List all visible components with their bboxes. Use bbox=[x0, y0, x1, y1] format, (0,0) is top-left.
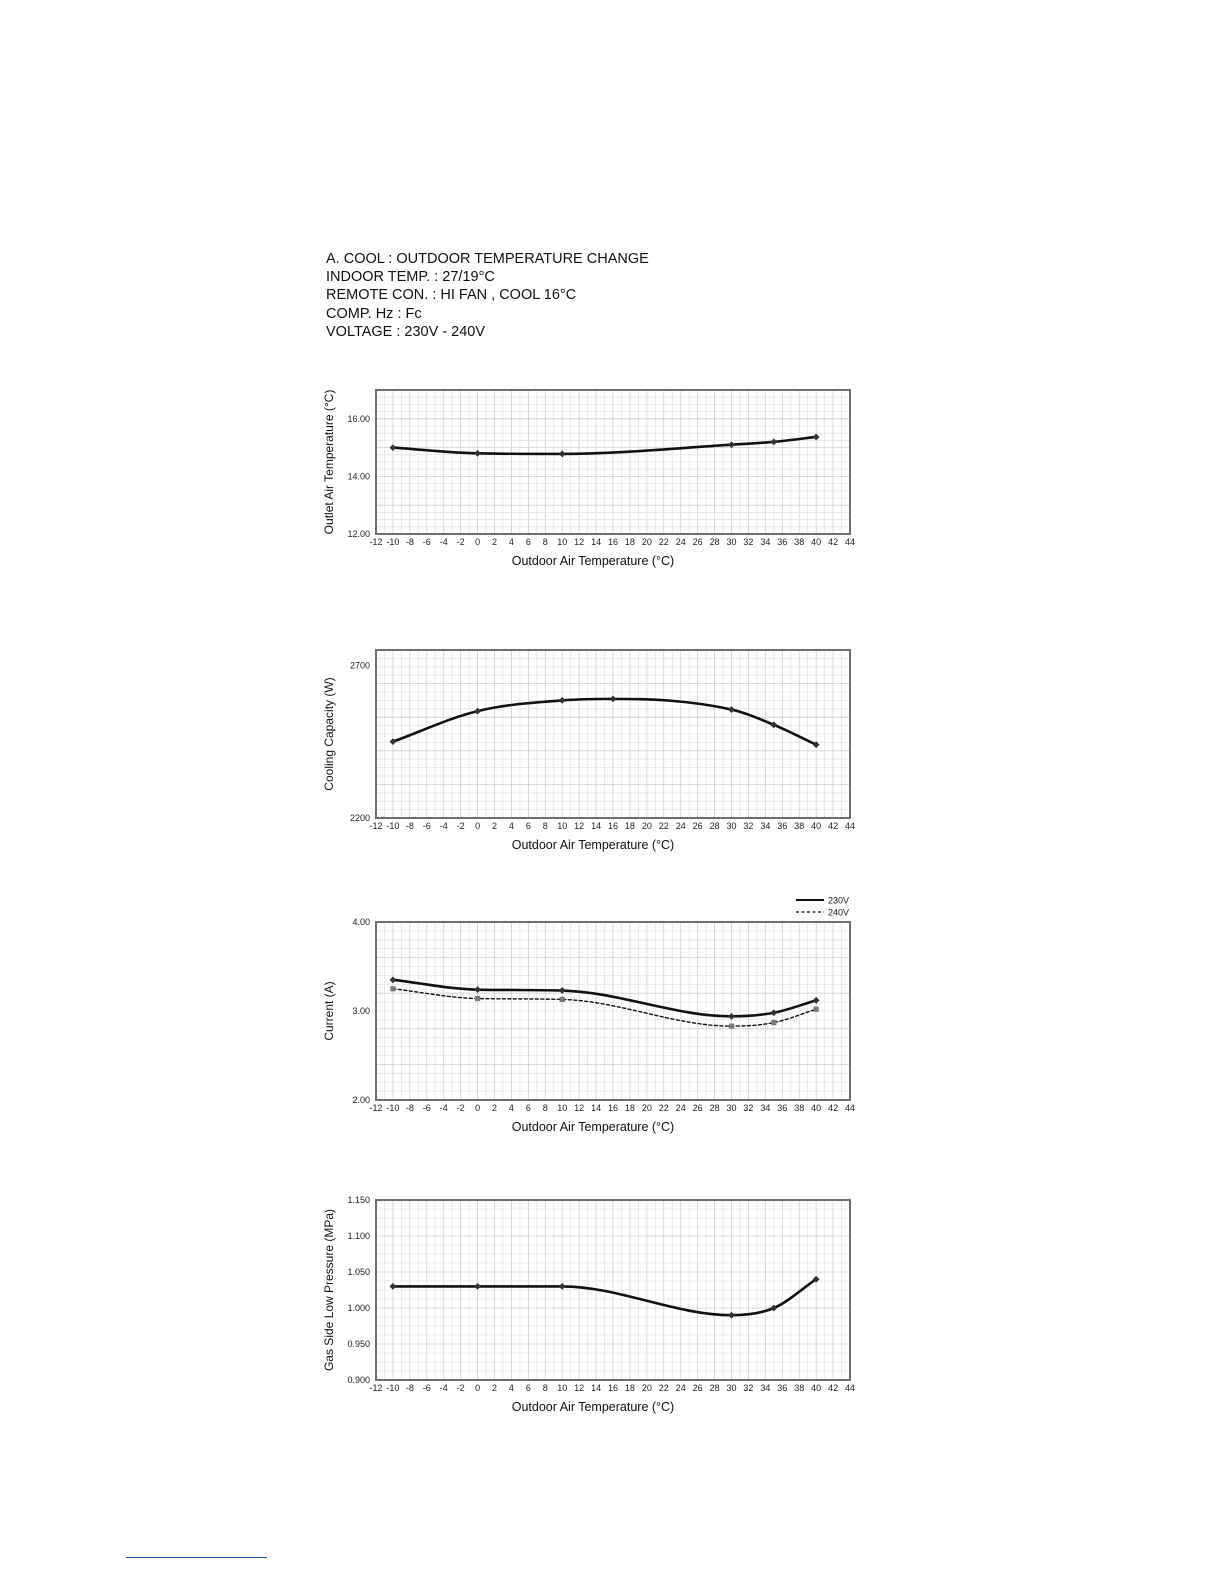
x-tick-label: -12 bbox=[369, 821, 383, 831]
x-tick-label: -2 bbox=[456, 1383, 465, 1393]
x-axis-label: Outdoor Air Temperature (°C) bbox=[511, 1120, 675, 1134]
x-tick-label: 38 bbox=[794, 1383, 805, 1393]
x-tick-label: 2 bbox=[491, 537, 498, 547]
data-point-diamond bbox=[559, 697, 566, 704]
x-tick-label: -2 bbox=[456, 537, 465, 547]
data-point-diamond bbox=[728, 441, 735, 448]
x-tick-label: 6 bbox=[525, 1103, 531, 1113]
y-tick-label: 0.900 bbox=[347, 1375, 370, 1385]
y-tick-label: 12.00 bbox=[347, 529, 370, 539]
x-tick-label: 20 bbox=[641, 1383, 652, 1393]
y-axis-label: Gas Side Low Pressure (MPa) bbox=[322, 1208, 336, 1372]
x-tick-label: 0 bbox=[475, 1103, 481, 1113]
x-tick-label: -2 bbox=[456, 821, 465, 831]
data-point-square bbox=[729, 1024, 734, 1029]
x-tick-label: 14 bbox=[591, 537, 602, 547]
x-tick-label: 30 bbox=[726, 1383, 737, 1393]
y-tick-label: 1.100 bbox=[347, 1231, 370, 1241]
x-tick-label: 36 bbox=[777, 821, 788, 831]
x-tick-label: 18 bbox=[624, 821, 635, 831]
x-axis-label: Outdoor Air Temperature (°C) bbox=[511, 554, 675, 568]
x-tick-label: 20 bbox=[641, 1103, 652, 1113]
chart-cooling-capacity-svg bbox=[318, 640, 878, 865]
x-tick-label: -6 bbox=[422, 1103, 431, 1113]
x-tick-label: 22 bbox=[658, 821, 669, 831]
x-tick-label: 18 bbox=[624, 537, 635, 547]
chart-gas-side-low-pressure bbox=[318, 1195, 878, 1420]
grid bbox=[376, 390, 850, 534]
x-tick-label: 8 bbox=[542, 537, 548, 547]
x-tick-label: -10 bbox=[386, 1383, 400, 1393]
x-tick-label: -8 bbox=[405, 537, 414, 547]
data-point-diamond bbox=[474, 986, 481, 993]
x-tick-label: 24 bbox=[675, 537, 686, 547]
y-axis-label: Cooling Capacity (W) bbox=[322, 677, 336, 791]
x-tick-label: 14 bbox=[591, 821, 602, 831]
x-tick-label: -6 bbox=[422, 1383, 431, 1393]
data-point-diamond bbox=[559, 1283, 566, 1290]
x-tick-label: -6 bbox=[422, 821, 431, 831]
x-tick-label: -10 bbox=[386, 821, 400, 831]
x-tick-label: 26 bbox=[692, 1383, 703, 1393]
x-tick-label: 32 bbox=[743, 1383, 754, 1393]
data-point-diamond bbox=[610, 695, 617, 702]
y-tick-label: 14.00 bbox=[347, 471, 370, 482]
y-axis-label: Current (A) bbox=[322, 981, 336, 1041]
x-tick-label: 22 bbox=[658, 537, 669, 547]
legend bbox=[796, 896, 849, 918]
x-tick-label: 44 bbox=[844, 821, 856, 831]
x-tick-label: 6 bbox=[525, 537, 531, 547]
y-tick-label: 4.00 bbox=[352, 917, 370, 927]
x-tick-label: 32 bbox=[743, 821, 754, 831]
x-tick-label: -2 bbox=[456, 1103, 465, 1113]
x-tick-label: 34 bbox=[760, 1383, 771, 1393]
x-tick-label: 8 bbox=[542, 1383, 548, 1393]
x-tick-label: 2 bbox=[491, 1103, 498, 1113]
legend-label: 230V bbox=[828, 895, 850, 906]
x-tick-label: 42 bbox=[828, 537, 839, 547]
data-point-diamond bbox=[770, 438, 777, 445]
header-line-remote-con: REMOTE CON. : HI FAN , COOL 16°C bbox=[326, 287, 577, 304]
chart-outlet-air-temperature bbox=[318, 380, 878, 580]
x-tick-label: 8 bbox=[542, 1103, 548, 1113]
legend-label: 240V bbox=[828, 907, 850, 918]
y-tick-label: 2.00 bbox=[352, 1095, 370, 1105]
x-tick-label: 38 bbox=[794, 821, 805, 831]
x-tick-label: 16 bbox=[607, 821, 619, 831]
x-tick-label: -4 bbox=[439, 1383, 448, 1393]
x-tick-label: 24 bbox=[675, 821, 686, 831]
chart-current bbox=[318, 893, 878, 1143]
data-point-diamond bbox=[813, 434, 820, 441]
y-axis-label: Outlet Air Temperature (°C) bbox=[322, 389, 336, 535]
x-tick-label: 28 bbox=[709, 1103, 720, 1113]
data-point-diamond bbox=[390, 738, 397, 745]
x-tick-label: -12 bbox=[369, 1103, 383, 1113]
x-tick-label: 20 bbox=[641, 821, 652, 831]
y-tick-label: 2200 bbox=[349, 813, 370, 823]
data-point-diamond bbox=[770, 1009, 777, 1016]
x-tick-label: 4 bbox=[508, 1103, 514, 1113]
y-tick-label: 3.00 bbox=[352, 1006, 370, 1016]
x-tick-label: 16 bbox=[607, 1103, 619, 1113]
x-tick-label: 16 bbox=[607, 537, 619, 547]
x-tick-label: 36 bbox=[777, 1383, 788, 1393]
x-tick-label: 4 bbox=[508, 1383, 514, 1393]
x-tick-label: 4 bbox=[508, 821, 514, 831]
x-tick-label: 28 bbox=[709, 1383, 720, 1393]
x-tick-label: 24 bbox=[675, 1383, 686, 1393]
x-tick-label: 14 bbox=[591, 1383, 602, 1393]
header-line-comp-hz: COMP. Hz : Fc bbox=[326, 305, 422, 322]
x-tick-label: 40 bbox=[811, 821, 822, 831]
x-tick-label: 10 bbox=[557, 537, 568, 547]
x-tick-label: 32 bbox=[743, 1103, 754, 1113]
data-point-diamond bbox=[728, 706, 735, 713]
chart-cooling-capacity bbox=[318, 640, 878, 865]
x-tick-label: 12 bbox=[574, 537, 585, 547]
x-tick-label: -10 bbox=[386, 537, 400, 547]
x-tick-label: 12 bbox=[574, 1383, 585, 1393]
y-tick-label: 16.00 bbox=[347, 413, 370, 424]
x-tick-label: 28 bbox=[709, 537, 720, 547]
x-tick-label: 22 bbox=[658, 1383, 669, 1393]
data-point-diamond bbox=[728, 1013, 735, 1020]
data-point-diamond bbox=[474, 1283, 481, 1290]
x-tick-label: 8 bbox=[542, 821, 548, 831]
x-tick-label: 36 bbox=[777, 537, 788, 547]
x-tick-label: 24 bbox=[675, 1103, 686, 1113]
x-tick-label: 30 bbox=[726, 1103, 737, 1113]
y-tick-label: 2700 bbox=[349, 660, 370, 671]
x-tick-label: 18 bbox=[624, 1103, 635, 1113]
x-tick-label: 2 bbox=[491, 821, 498, 831]
x-tick-label: -4 bbox=[439, 537, 448, 547]
x-tick-label: -8 bbox=[405, 821, 414, 831]
data-point-diamond bbox=[474, 450, 481, 457]
data-point-diamond bbox=[813, 997, 820, 1004]
data-point-square bbox=[814, 1007, 819, 1012]
x-tick-label: 6 bbox=[525, 1383, 531, 1393]
x-tick-label: 12 bbox=[574, 821, 585, 831]
data-point-diamond bbox=[559, 451, 566, 458]
x-tick-label: 16 bbox=[607, 1383, 619, 1393]
x-tick-label: 30 bbox=[726, 537, 737, 547]
chart-current-svg bbox=[318, 893, 878, 1143]
data-point-square bbox=[475, 996, 480, 1001]
x-tick-label: 44 bbox=[844, 1103, 856, 1113]
x-tick-label: 42 bbox=[828, 1103, 839, 1113]
x-tick-label: 10 bbox=[557, 1103, 568, 1113]
x-tick-label: 32 bbox=[743, 537, 754, 547]
header-line-voltage: VOLTAGE : 230V - 240V bbox=[326, 323, 486, 340]
x-tick-label: 44 bbox=[844, 537, 856, 547]
x-tick-label: 34 bbox=[760, 1103, 771, 1113]
header-line-title: A. COOL : OUTDOOR TEMPERATURE CHANGE bbox=[326, 251, 649, 267]
grid bbox=[376, 1200, 850, 1380]
y-tick-label: 1.150 bbox=[347, 1195, 370, 1205]
y-tick-label: 1.050 bbox=[347, 1267, 370, 1277]
header-line-indoor-temp: INDOOR TEMP. : 27/19°C bbox=[326, 269, 495, 286]
x-tick-label: 40 bbox=[811, 537, 822, 547]
chart-gas-side-low-pressure-svg bbox=[318, 1195, 878, 1420]
x-tick-label: -4 bbox=[439, 1103, 448, 1113]
x-tick-label: 22 bbox=[658, 1103, 669, 1113]
x-tick-label: -8 bbox=[405, 1383, 414, 1393]
x-tick-label: 20 bbox=[641, 537, 652, 547]
x-tick-label: 0 bbox=[475, 821, 481, 831]
footer-divider bbox=[126, 1557, 267, 1558]
x-tick-label: -10 bbox=[386, 1103, 400, 1113]
x-tick-label: 12 bbox=[574, 1103, 585, 1113]
data-point-diamond bbox=[390, 1283, 397, 1290]
y-tick-label: 0.950 bbox=[347, 1339, 370, 1349]
data-point-diamond bbox=[390, 444, 397, 451]
x-tick-label: -8 bbox=[405, 1103, 414, 1113]
x-tick-label: 0 bbox=[475, 1383, 481, 1393]
x-tick-label: 10 bbox=[557, 821, 568, 831]
chart-outlet-air-temperature-svg bbox=[318, 380, 878, 580]
x-tick-label: 34 bbox=[760, 537, 771, 547]
x-tick-label: 42 bbox=[828, 821, 839, 831]
x-tick-label: -12 bbox=[369, 1383, 383, 1393]
x-tick-label: 42 bbox=[828, 1383, 839, 1393]
grid bbox=[376, 650, 850, 818]
x-tick-label: 26 bbox=[692, 1103, 703, 1113]
x-tick-label: 10 bbox=[557, 1383, 568, 1393]
data-point-square bbox=[390, 986, 395, 991]
x-tick-label: 40 bbox=[811, 1383, 822, 1393]
x-tick-label: -6 bbox=[422, 537, 431, 547]
x-tick-label: 18 bbox=[624, 1383, 635, 1393]
x-axis-label: Outdoor Air Temperature (°C) bbox=[511, 838, 675, 852]
x-tick-label: 26 bbox=[692, 537, 703, 547]
x-tick-label: 44 bbox=[844, 1383, 856, 1393]
x-tick-label: -12 bbox=[369, 537, 383, 547]
x-tick-label: 2 bbox=[491, 1383, 498, 1393]
x-tick-label: 40 bbox=[811, 1103, 822, 1113]
data-point-diamond bbox=[390, 976, 397, 983]
x-tick-label: 38 bbox=[794, 1103, 805, 1113]
x-tick-label: 34 bbox=[760, 821, 771, 831]
x-tick-label: -4 bbox=[439, 821, 448, 831]
x-tick-label: 14 bbox=[591, 1103, 602, 1113]
x-tick-label: 38 bbox=[794, 537, 805, 547]
test-conditions-header bbox=[326, 250, 649, 341]
x-tick-label: 36 bbox=[777, 1103, 788, 1113]
data-point-square bbox=[560, 997, 565, 1002]
x-tick-label: 4 bbox=[508, 537, 514, 547]
data-point-diamond bbox=[728, 1312, 735, 1319]
x-tick-label: 26 bbox=[692, 821, 703, 831]
x-tick-label: 30 bbox=[726, 821, 737, 831]
x-tick-label: 28 bbox=[709, 821, 720, 831]
x-tick-label: 6 bbox=[525, 821, 531, 831]
y-tick-label: 1.000 bbox=[347, 1303, 370, 1313]
x-tick-label: 0 bbox=[475, 537, 481, 547]
x-axis-label: Outdoor Air Temperature (°C) bbox=[511, 1400, 675, 1414]
data-point-square bbox=[771, 1020, 776, 1025]
